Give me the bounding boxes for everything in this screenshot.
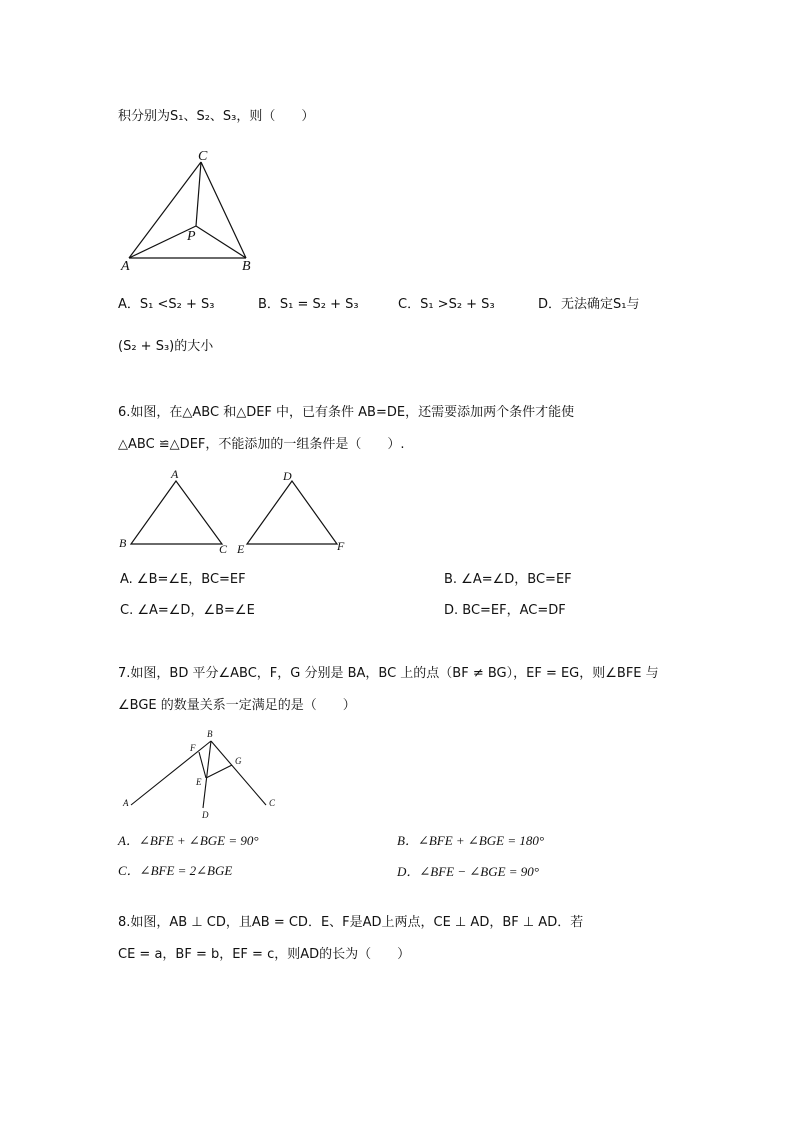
q7-label-d: D: [202, 810, 209, 820]
q6-label-f: F: [337, 539, 345, 553]
q6-stem-line1: 6.如图，在△ABC 和△DEF 中，已有条件 AB=DE，还需要添加两个条件才能使: [118, 405, 575, 420]
q8-stem-line2: CE = a，BF = b，EF = c，则AD的长为（ ）: [118, 947, 411, 962]
q8-stem-line1: 8.如图，AB ⊥ CD，且AB = CD．E、F是AD上两点，CE ⊥ AD，BF ⊥ AD．若: [118, 915, 584, 930]
q7-label-e: E: [196, 777, 202, 787]
q6-option-d: D. BC=EF，AC=DF: [444, 603, 566, 618]
q5-option-d: D．无法确定S₁与: [538, 297, 640, 312]
q7-ray-ba: [131, 741, 211, 805]
q7-option-c: C．∠BFE = 2∠BGE: [118, 863, 233, 878]
q5-option-d-continued: (S₂ + S₃)的大小: [118, 339, 214, 354]
q7-ray-bd: [203, 741, 211, 808]
q6-label-a: A: [171, 467, 179, 481]
q6-label-e: E: [237, 542, 245, 556]
q7-option-d: D．∠BFE − ∠BGE = 90°: [397, 864, 540, 879]
q7-label-g: G: [235, 756, 242, 766]
q5-label-a: A: [121, 259, 130, 274]
q6-stem-line2: △ABC ≌△DEF，不能添加的一组条件是（ ）.: [118, 437, 405, 452]
q5-option-c: C．S₁ >S₂ + S₃: [398, 297, 495, 312]
q7-label-a: A: [123, 798, 129, 808]
q7-label-b: B: [207, 729, 213, 739]
q7-segment-ge: [206, 765, 232, 778]
q6-label-c: C: [219, 542, 228, 556]
q5-label-c: C: [198, 149, 208, 164]
q7-option-a: A．∠BFE + ∠BGE = 90°: [118, 833, 259, 848]
q7-ray-bc: [211, 741, 266, 805]
q7-stem-line2: ∠BGE 的数量关系一定满足的是（ ）: [118, 698, 356, 713]
q7-label-f: F: [190, 743, 196, 753]
q7-segment-fe: [199, 752, 206, 778]
q5-stem: 积分别为S₁、S₂、S₃，则（ ）: [118, 109, 315, 124]
q7-stem-line1: 7.如图，BD 平分∠ABC，F，G 分别是 BA，BC 上的点（BF ≠ BG），EF = EG，则∠BFE 与: [118, 666, 659, 681]
q5-label-p: P: [187, 229, 196, 244]
q6-label-d: D: [283, 469, 292, 483]
q7-label-c: C: [269, 798, 276, 808]
q5-label-b: B: [242, 259, 251, 274]
q7-option-b: B．∠BFE + ∠BGE = 180°: [397, 833, 545, 848]
q7-angle-figure: [0, 0, 300, 830]
q5-option-b: B．S₁ = S₂ + S₃: [258, 297, 359, 312]
q6-label-b: B: [119, 536, 127, 550]
q5-option-a: A．S₁ <S₂ + S₃: [118, 297, 215, 312]
q6-option-a: A. ∠B=∠E，BC=EF: [120, 572, 246, 587]
q6-option-c: C. ∠A=∠D，∠B=∠E: [120, 603, 255, 618]
q6-option-b: B. ∠A=∠D，BC=EF: [444, 572, 572, 587]
